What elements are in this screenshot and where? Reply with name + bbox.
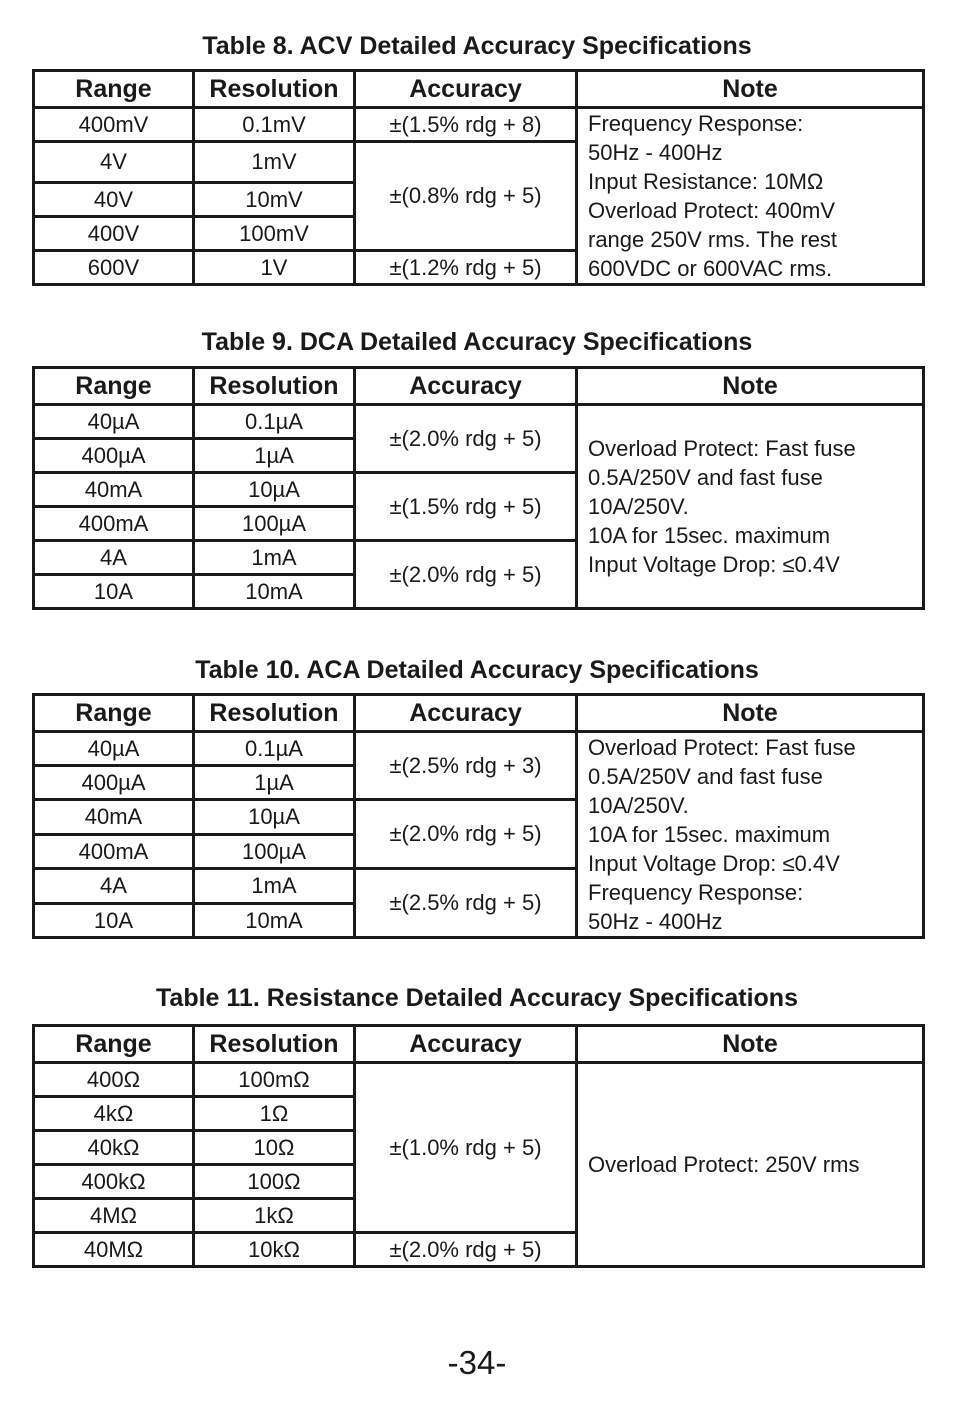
resolution-cell: 10µA — [194, 800, 355, 835]
resolution-cell: 100mΩ — [194, 1063, 355, 1097]
resolution-cell: 0.1µA — [194, 405, 355, 439]
range-cell: 40mA — [34, 473, 194, 507]
resolution-cell: 1mA — [194, 541, 355, 575]
range-cell: 400mV — [34, 108, 194, 142]
note-line: Overload Protect: 250V rms — [588, 1152, 860, 1177]
header-range: Range — [34, 368, 194, 405]
note-line: 0.5A/250V and fast fuse — [588, 764, 823, 789]
table-header-row — [34, 368, 924, 405]
note-line: Frequency Response: — [588, 111, 804, 136]
table-header-row — [34, 1026, 924, 1063]
table-9-dca — [32, 366, 925, 610]
table-header-row — [34, 71, 924, 108]
resolution-cell: 1µA — [194, 766, 355, 800]
accuracy-cell: ±(2.5% rdg + 3) — [355, 732, 577, 800]
note-cell — [577, 108, 924, 285]
header-accuracy: Accuracy — [355, 695, 577, 732]
accuracy-cell: ±(2.0% rdg + 5) — [355, 800, 577, 869]
accuracy-cell: ±(0.8% rdg + 5) — [355, 142, 577, 251]
note-line: range 250V rms. The rest — [588, 227, 838, 252]
note-cell — [577, 405, 924, 609]
resolution-cell: 100mV — [194, 217, 355, 251]
resolution-cell: 0.1µA — [194, 732, 355, 766]
note-line: 50Hz - 400Hz — [588, 909, 723, 934]
range-cell: 4kΩ — [34, 1097, 194, 1131]
resolution-cell: 1mA — [194, 869, 355, 904]
range-cell: 400µA — [34, 439, 194, 473]
table-9-title: Table 9. DCA Detailed Accuracy Specifications — [201, 328, 753, 356]
note-line: 600VDC or 600VAC rms. — [588, 256, 833, 281]
accuracy-cell: ±(1.5% rdg + 8) — [355, 108, 577, 142]
table-10-title: Table 10. ACA Detailed Accuracy Specifications — [195, 656, 759, 684]
header-note: Note — [577, 695, 924, 732]
table-header-row — [34, 695, 924, 732]
header-accuracy: Accuracy — [355, 71, 577, 108]
note-cell — [577, 1063, 924, 1267]
table-11-resistance — [32, 1024, 925, 1268]
range-cell: 400Ω — [34, 1063, 194, 1097]
resolution-cell: 0.1mV — [194, 108, 355, 142]
resolution-cell: 1V — [194, 251, 355, 285]
range-cell: 40MΩ — [34, 1233, 194, 1267]
accuracy-cell: ±(2.0% rdg + 5) — [355, 541, 577, 609]
note-line: Overload Protect: Fast fuse — [588, 436, 856, 461]
resolution-cell: 10mV — [194, 183, 355, 217]
range-cell: 400µA — [34, 766, 194, 800]
resolution-cell: 10mA — [194, 904, 355, 938]
header-resolution: Resolution — [194, 1026, 355, 1063]
note-line: Overload Protect: 400mV — [588, 198, 836, 223]
accuracy-cell: ±(1.2% rdg + 5) — [355, 251, 577, 285]
note-line: Input Voltage Drop: ≤0.4V — [588, 851, 840, 876]
resolution-cell: 100µA — [194, 507, 355, 541]
range-cell: 10A — [34, 575, 194, 609]
range-cell: 40kΩ — [34, 1131, 194, 1165]
note-line: 10A for 15sec. maximum — [588, 523, 831, 548]
table-row — [34, 1063, 924, 1097]
range-cell: 4A — [34, 869, 194, 904]
note-cell — [577, 732, 924, 938]
accuracy-cell: ±(1.5% rdg + 5) — [355, 473, 577, 541]
resolution-cell: 1kΩ — [194, 1199, 355, 1233]
range-cell: 400V — [34, 217, 194, 251]
table-row — [34, 108, 924, 142]
page-number: -34- — [447, 1344, 507, 1381]
range-cell: 4MΩ — [34, 1199, 194, 1233]
header-range: Range — [34, 695, 194, 732]
header-accuracy: Accuracy — [355, 368, 577, 405]
resolution-cell: 100µA — [194, 835, 355, 869]
header-resolution: Resolution — [194, 368, 355, 405]
header-resolution: Resolution — [194, 71, 355, 108]
note-line: Input Voltage Drop: ≤0.4V — [588, 552, 840, 577]
note-line: 0.5A/250V and fast fuse — [588, 465, 823, 490]
note-line: Input Resistance: 10MΩ — [588, 169, 824, 194]
range-cell: 600V — [34, 251, 194, 285]
header-note: Note — [577, 1026, 924, 1063]
range-cell: 40µA — [34, 732, 194, 766]
resolution-cell: 10mA — [194, 575, 355, 609]
note-line: 10A/250V. — [588, 793, 689, 818]
header-note: Note — [577, 71, 924, 108]
note-line: 10A/250V. — [588, 494, 689, 519]
range-cell: 40V — [34, 183, 194, 217]
table-row — [34, 405, 924, 439]
accuracy-cell: ±(2.0% rdg + 5) — [355, 1233, 577, 1267]
table-8-title: Table 8. ACV Detailed Accuracy Specifications — [202, 32, 752, 60]
note-line: Overload Protect: Fast fuse — [588, 735, 856, 760]
resolution-cell: 1mV — [194, 142, 355, 183]
range-cell: 4V — [34, 142, 194, 183]
resolution-cell: 10Ω — [194, 1131, 355, 1165]
note-line: Frequency Response: — [588, 880, 804, 905]
resolution-cell: 100Ω — [194, 1165, 355, 1199]
header-resolution: Resolution — [194, 695, 355, 732]
table-row — [34, 732, 924, 766]
table-8-acv — [32, 69, 925, 286]
table-10-aca — [32, 693, 925, 939]
table-11-title: Table 11. Resistance Detailed Accuracy Specifications — [156, 984, 798, 1012]
header-accuracy: Accuracy — [355, 1026, 577, 1063]
note-line: 50Hz - 400Hz — [588, 140, 723, 165]
header-note: Note — [577, 368, 924, 405]
range-cell: 400mA — [34, 835, 194, 869]
resolution-cell: 1µA — [194, 439, 355, 473]
resolution-cell: 10µA — [194, 473, 355, 507]
header-range: Range — [34, 1026, 194, 1063]
range-cell: 40mA — [34, 800, 194, 835]
range-cell: 10A — [34, 904, 194, 938]
resolution-cell: 1Ω — [194, 1097, 355, 1131]
accuracy-cell: ±(1.0% rdg + 5) — [355, 1063, 577, 1233]
accuracy-cell: ±(2.5% rdg + 5) — [355, 869, 577, 938]
note-line: 10A for 15sec. maximum — [588, 822, 831, 847]
accuracy-cell: ±(2.0% rdg + 5) — [355, 405, 577, 473]
range-cell: 40µA — [34, 405, 194, 439]
range-cell: 4A — [34, 541, 194, 575]
resolution-cell: 10kΩ — [194, 1233, 355, 1267]
range-cell: 400mA — [34, 507, 194, 541]
header-range: Range — [34, 71, 194, 108]
range-cell: 400kΩ — [34, 1165, 194, 1199]
